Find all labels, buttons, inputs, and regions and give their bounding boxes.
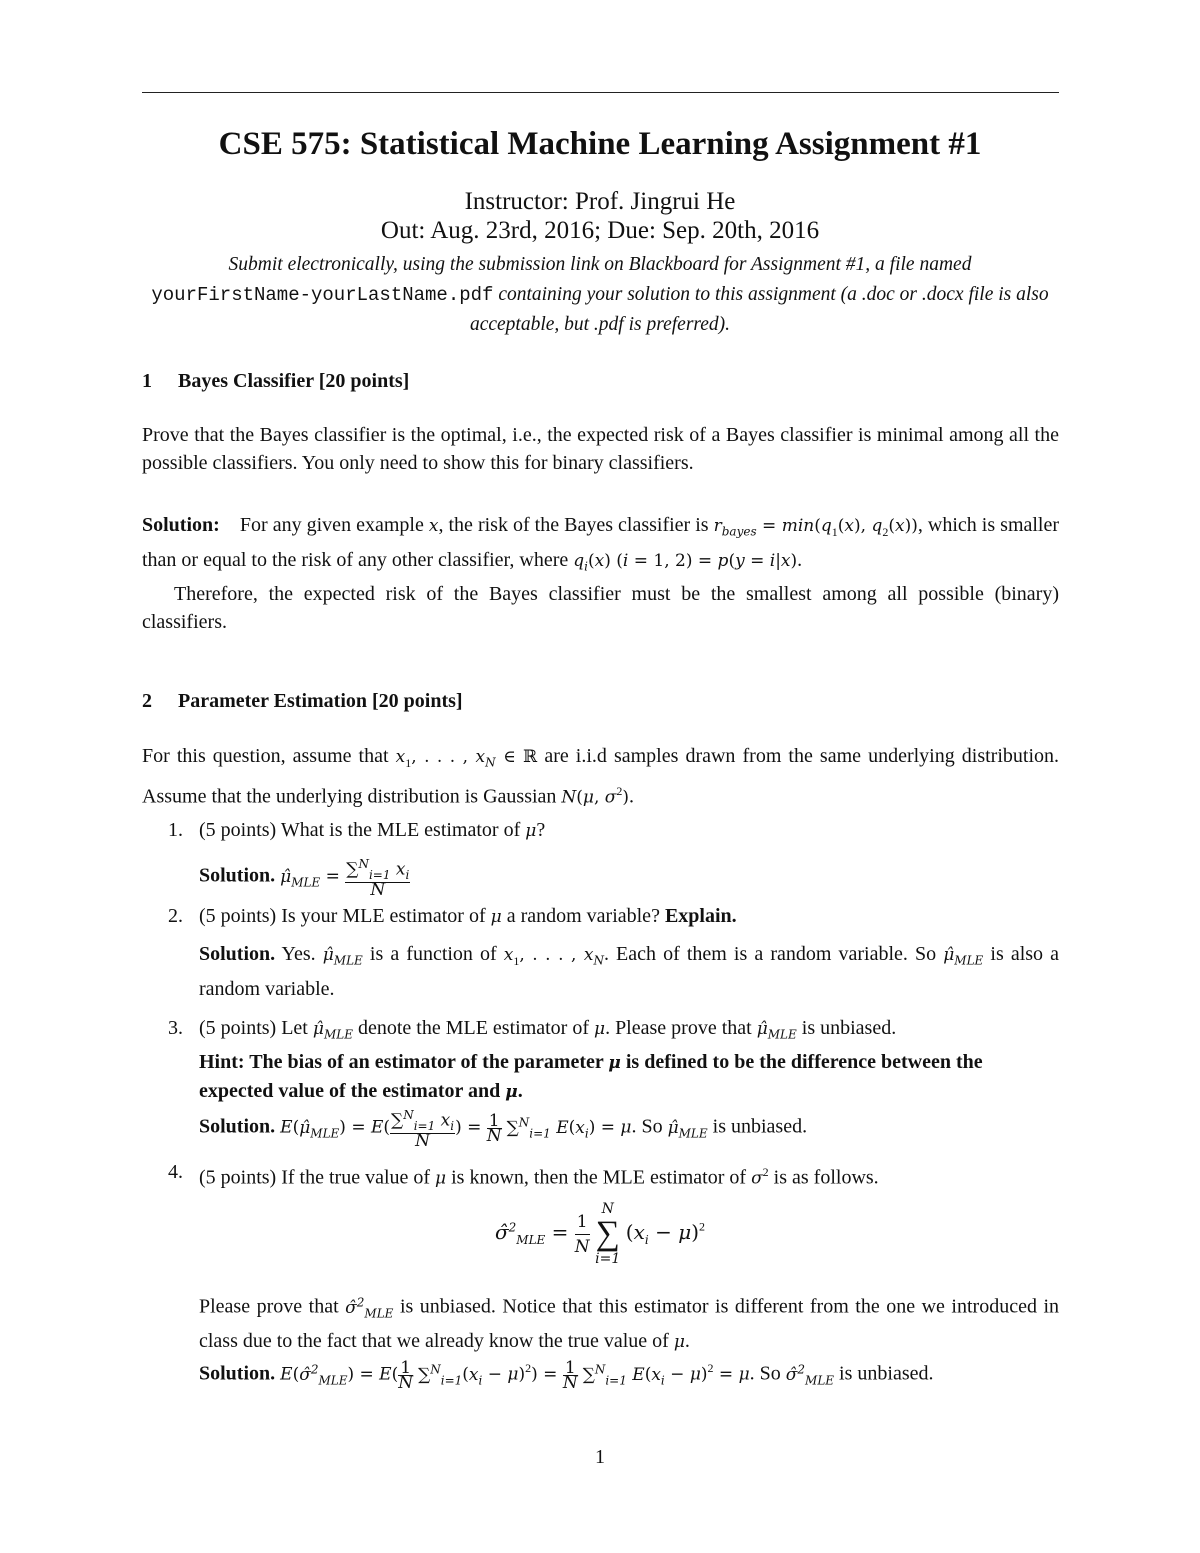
question-4-prove: Please prove that σ̂$^2_{MLE}$ is unbiased. Notice that this estimator is different from the one we introduced in class due to the fact that we already know the true value of μ.	[199, 1295, 1060, 1353]
question-4: 4. (5 points) If the true value of μ is known, then the MLE estimator of $\sigma^2$ is as follows.	[168, 1161, 879, 1189]
section-1-therefore: Therefore, the expected risk of the Bayes classifier must be the smallest among all possible (binary) classifiers.	[142, 583, 1059, 634]
solution-1: Solution. $\mû_{MLE}$ = $\frac{\sum^N_{i=1} x_i}{N}$	[199, 857, 410, 901]
submission-instructions: Submit electronically, using the submission link on Blackboard for Assignment #1, a file named yourFirstName-yourLastName.pdf containing your solution to this assignment (a .doc or .docx file is also acceptable, but .pdf is preferred).	[151, 254, 1049, 335]
solution-3: Solution. $E(\mû_{MLE}) = E$( $\frac{\sum^N_{i=1} x_i}{N}$ ) = $\frac{1}{N}$ ∑$^N_{i=1}$ $E(x_i) = \mu$. So $\mû_{MLE}$ is unbiased.	[199, 1108, 808, 1152]
section-1-prompt: Prove that the Bayes classifier is the optimal, i.e., the expected risk of a Bayes classifier is minimal among all the possible classifiers. You only need to show this for binary classifiers.	[142, 424, 1059, 474]
display-equation: σ̂$^2_{MLE}$ = $\frac{1}{N}$ N ∑ i=1 $(x_i - \mu)^2$	[494, 1201, 706, 1267]
section-2-heading: 2 Parameter Estimation [20 points]	[142, 690, 463, 712]
question-1: 1. (5 points) What is the MLE estimator of μ?	[168, 819, 546, 841]
section-2-intro: For this question, assume that $x_1$, . . . , $x_N$ ∈ ℝ are i.i.d samples drawn from the same underlying distribution. Assume that the underlying distribution is Gaussian N(μ, $\sigma^2$).	[142, 745, 1059, 808]
section-1-solution: Solution: For any given example x, the risk of the Bayes classifier is $r_{bayes} = \min(q_1(x)$, $q_2(x)$), which is smaller than or equal to the risk of any other classifier, where $q_i(x) (i = 1$, 2) = p(y = i|x). Therefore, the expected risk of the Bayes classifier must be the smallest among all possible (binary) classifiers.	[142, 511, 1059, 636]
page-number: 1	[595, 1446, 605, 1468]
assignment-title: CSE 575: Statistical Machine Learning Assignment #1	[218, 126, 982, 162]
instructor-line: Instructor: Prof. Jingrui He	[464, 188, 736, 215]
solution-4: Solution. E(σ̂$^2_{MLE}$) = E( $\frac{1}{N}$ $\sum^N_{i=1}(x_i - \mu)^2$) = $\frac{1}{N}$ ∑$^N_{i=1}$ $E(x_i - \mu)^2 = \mu$. So σ̂$^2_{MLE}$ is unbiased.	[199, 1357, 934, 1393]
submission-filename: yourFirstName-yourLastName.pdf	[151, 284, 494, 306]
question-3: 3. (5 points) Let $\mû_{MLE}$ denote the MLE estimator of μ. Please prove that $\mû_{MLE}$ is unbiased. Hint: The bias of an estimator of the parameter μ is defined to be the difference between the expected value of the estimator and μ.	[168, 1017, 983, 1103]
top-rule	[142, 92, 1059, 93]
section-1-heading: 1 Bayes Classifier [20 points]	[142, 370, 410, 392]
solution-2: Solution. Yes. $\mû_{MLE}$ is a function of $x_1$, . . . , $x_N$. Each of them is a random variable. So $\mû_{MLE}$ is also a random variable.	[199, 943, 1060, 1000]
question-2: 2. (5 points) Is your MLE estimator of μ a random variable? Explain.	[168, 905, 737, 927]
dates-line: Out: Aug. 23rd, 2016; Due: Sep. 20th, 2016	[380, 217, 820, 244]
